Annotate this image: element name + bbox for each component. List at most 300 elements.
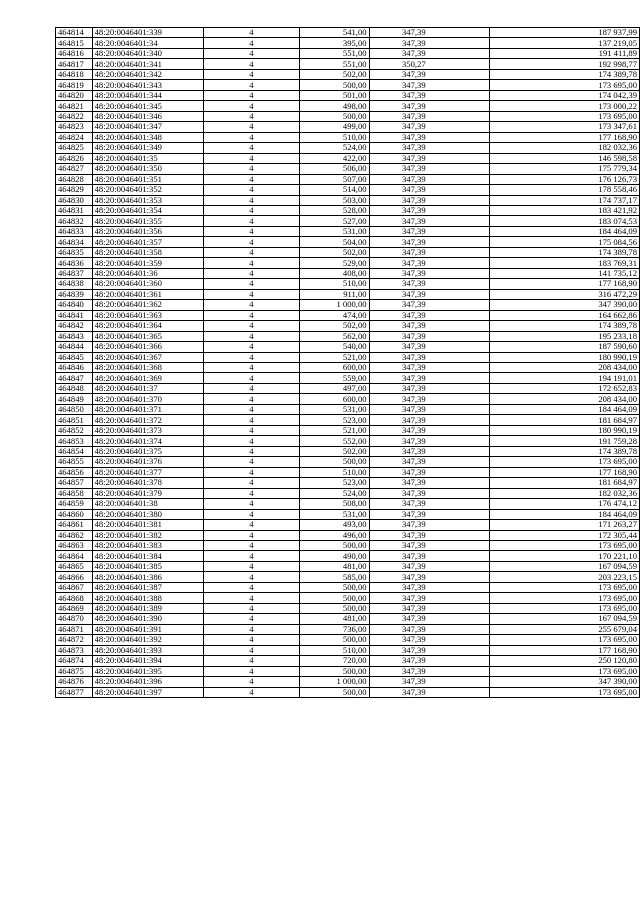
specific-value-cell: 347,39 xyxy=(369,226,489,236)
table-row xyxy=(56,331,640,341)
cadastral-number-cell: 48:20:0046401:357 xyxy=(92,237,204,247)
class-cell: 4 xyxy=(204,383,300,393)
area-cell: 911,00 xyxy=(299,289,369,299)
specific-value-cell: 347,39 xyxy=(369,561,489,571)
specific-value-cell: 347,39 xyxy=(369,69,489,79)
cadastral-value-cell: 184 464,09 xyxy=(489,509,639,519)
table-row xyxy=(56,383,640,393)
area-cell: 500,00 xyxy=(299,635,369,645)
cadastral-value-cell: 191 759,28 xyxy=(489,436,639,446)
table-row xyxy=(56,687,640,697)
row-number-cell: 464836 xyxy=(56,258,93,268)
table-row xyxy=(56,310,640,320)
cadastral-number-cell: 48:20:0046401:390 xyxy=(92,614,204,624)
row-number-cell: 464874 xyxy=(56,656,93,666)
specific-value-cell: 347,39 xyxy=(369,373,489,383)
class-cell: 4 xyxy=(204,394,300,404)
table-row xyxy=(56,635,640,645)
cadastral-value-cell: 178 558,46 xyxy=(489,185,639,195)
cadastral-value-cell: 174 389,78 xyxy=(489,321,639,331)
specific-value-cell: 347,39 xyxy=(369,635,489,645)
specific-value-cell: 347,39 xyxy=(369,216,489,226)
class-cell: 4 xyxy=(204,69,300,79)
cadastral-number-cell: 48:20:0046401:370 xyxy=(92,394,204,404)
cadastral-number-cell: 48:20:0046401:340 xyxy=(92,48,204,58)
row-number-cell: 464875 xyxy=(56,666,93,676)
class-cell: 4 xyxy=(204,174,300,184)
class-cell: 4 xyxy=(204,499,300,509)
area-cell: 503,00 xyxy=(299,195,369,205)
cadastral-number-cell: 48:20:0046401:389 xyxy=(92,603,204,613)
class-cell: 4 xyxy=(204,593,300,603)
cadastral-value-cell: 183 074,53 xyxy=(489,216,639,226)
row-number-cell: 464834 xyxy=(56,237,93,247)
cadastral-number-cell: 48:20:0046401:348 xyxy=(92,132,204,142)
cadastral-value-cell: 250 120,80 xyxy=(489,656,639,666)
cadastral-number-cell: 48:20:0046401:380 xyxy=(92,509,204,519)
table-row xyxy=(56,80,640,90)
area-cell: 521,00 xyxy=(299,352,369,362)
specific-value-cell: 347,39 xyxy=(369,195,489,205)
row-number-cell: 464860 xyxy=(56,509,93,519)
cadastral-number-cell: 48:20:0046401:343 xyxy=(92,80,204,90)
table-row xyxy=(56,572,640,582)
area-cell: 500,00 xyxy=(299,80,369,90)
specific-value-cell: 347,39 xyxy=(369,415,489,425)
specific-value-cell: 347,39 xyxy=(369,645,489,655)
cadastral-value-cell: 176 474,12 xyxy=(489,499,639,509)
area-cell: 585,00 xyxy=(299,572,369,582)
row-number-cell: 464818 xyxy=(56,69,93,79)
class-cell: 4 xyxy=(204,677,300,687)
row-number-cell: 464845 xyxy=(56,352,93,362)
area-cell: 481,00 xyxy=(299,561,369,571)
area-cell: 500,00 xyxy=(299,457,369,467)
class-cell: 4 xyxy=(204,132,300,142)
cadastral-value-cell: 208 434,00 xyxy=(489,394,639,404)
cadastral-number-cell: 48:20:0046401:347 xyxy=(92,122,204,132)
specific-value-cell: 347,39 xyxy=(369,205,489,215)
area-cell: 528,00 xyxy=(299,205,369,215)
cadastral-value-cell: 177 168,90 xyxy=(489,132,639,142)
cadastral-number-cell: 48:20:0046401:381 xyxy=(92,520,204,530)
row-number-cell: 464863 xyxy=(56,540,93,550)
cadastral-number-cell: 48:20:0046401:391 xyxy=(92,624,204,634)
area-cell: 524,00 xyxy=(299,488,369,498)
class-cell: 4 xyxy=(204,237,300,247)
table-row xyxy=(56,69,640,79)
class-cell: 4 xyxy=(204,205,300,215)
cadastral-number-cell: 48:20:0046401:368 xyxy=(92,363,204,373)
cadastral-number-cell: 48:20:0046401:36 xyxy=(92,268,204,278)
class-cell: 4 xyxy=(204,216,300,226)
specific-value-cell: 347,39 xyxy=(369,499,489,509)
specific-value-cell: 347,39 xyxy=(369,614,489,624)
table-row xyxy=(56,488,640,498)
class-cell: 4 xyxy=(204,185,300,195)
cadastral-value-cell: 173 000,22 xyxy=(489,101,639,111)
table-row xyxy=(56,582,640,592)
area-cell: 500,00 xyxy=(299,582,369,592)
area-cell: 474,00 xyxy=(299,310,369,320)
area-cell: 531,00 xyxy=(299,226,369,236)
table-row xyxy=(56,300,640,310)
class-cell: 4 xyxy=(204,687,300,697)
cadastral-number-cell: 48:20:0046401:355 xyxy=(92,216,204,226)
specific-value-cell: 347,39 xyxy=(369,666,489,676)
row-number-cell: 464865 xyxy=(56,561,93,571)
table-row xyxy=(56,268,640,278)
area-cell: 531,00 xyxy=(299,404,369,414)
specific-value-cell: 347,39 xyxy=(369,111,489,121)
row-number-cell: 464866 xyxy=(56,572,93,582)
row-number-cell: 464843 xyxy=(56,331,93,341)
specific-value-cell: 347,39 xyxy=(369,520,489,530)
cadastral-value-cell: 146 598,58 xyxy=(489,153,639,163)
row-number-cell: 464876 xyxy=(56,677,93,687)
class-cell: 4 xyxy=(204,666,300,676)
area-cell: 531,00 xyxy=(299,509,369,519)
specific-value-cell: 347,39 xyxy=(369,624,489,634)
cadastral-number-cell: 48:20:0046401:371 xyxy=(92,404,204,414)
table-row xyxy=(56,373,640,383)
cadastral-value-cell: 184 464,09 xyxy=(489,404,639,414)
cadastral-number-cell: 48:20:0046401:378 xyxy=(92,478,204,488)
class-cell: 4 xyxy=(204,258,300,268)
class-cell: 4 xyxy=(204,614,300,624)
area-cell: 600,00 xyxy=(299,363,369,373)
area-cell: 500,00 xyxy=(299,687,369,697)
row-number-cell: 464839 xyxy=(56,289,93,299)
cadastral-value-cell: 173 695,00 xyxy=(489,111,639,121)
cadastral-value-cell: 177 168,90 xyxy=(489,645,639,655)
cadastral-number-cell: 48:20:0046401:363 xyxy=(92,310,204,320)
row-number-cell: 464853 xyxy=(56,436,93,446)
cadastral-value-cell: 187 937,99 xyxy=(489,28,639,38)
class-cell: 4 xyxy=(204,373,300,383)
class-cell: 4 xyxy=(204,28,300,38)
cadastral-number-cell: 48:20:0046401:375 xyxy=(92,446,204,456)
specific-value-cell: 347,39 xyxy=(369,38,489,48)
area-cell: 551,00 xyxy=(299,48,369,58)
row-number-cell: 464841 xyxy=(56,310,93,320)
class-cell: 4 xyxy=(204,540,300,550)
table-row xyxy=(56,216,640,226)
cadastral-value-cell: 164 662,86 xyxy=(489,310,639,320)
row-number-cell: 464814 xyxy=(56,28,93,38)
area-cell: 736,00 xyxy=(299,624,369,634)
table-row xyxy=(56,205,640,215)
area-cell: 510,00 xyxy=(299,645,369,655)
table-row xyxy=(56,195,640,205)
class-cell: 4 xyxy=(204,195,300,205)
area-cell: 540,00 xyxy=(299,342,369,352)
table-row xyxy=(56,185,640,195)
cadastral-value-cell: 170 221,10 xyxy=(489,551,639,561)
row-number-cell: 464823 xyxy=(56,122,93,132)
table-row xyxy=(56,321,640,331)
area-cell: 499,00 xyxy=(299,122,369,132)
class-cell: 4 xyxy=(204,279,300,289)
table-row xyxy=(56,174,640,184)
row-number-cell: 464835 xyxy=(56,247,93,257)
area-cell: 552,00 xyxy=(299,436,369,446)
area-cell: 500,00 xyxy=(299,111,369,121)
table-row xyxy=(56,457,640,467)
table-row xyxy=(56,561,640,571)
table-row xyxy=(56,226,640,236)
class-cell: 4 xyxy=(204,624,300,634)
row-number-cell: 464825 xyxy=(56,143,93,153)
cadastral-number-cell: 48:20:0046401:387 xyxy=(92,582,204,592)
cadastral-value-cell: 174 389,78 xyxy=(489,446,639,456)
cadastral-number-cell: 48:20:0046401:362 xyxy=(92,300,204,310)
cadastral-value-cell: 174 042,39 xyxy=(489,90,639,100)
area-cell: 551,00 xyxy=(299,59,369,69)
specific-value-cell: 347,39 xyxy=(369,331,489,341)
row-number-cell: 464829 xyxy=(56,185,93,195)
cadastral-value-cell: 141 735,12 xyxy=(489,268,639,278)
class-cell: 4 xyxy=(204,342,300,352)
specific-value-cell: 347,39 xyxy=(369,237,489,247)
row-number-cell: 464832 xyxy=(56,216,93,226)
class-cell: 4 xyxy=(204,530,300,540)
row-number-cell: 464868 xyxy=(56,593,93,603)
area-cell: 524,00 xyxy=(299,143,369,153)
cadastral-value-cell: 208 434,00 xyxy=(489,363,639,373)
area-cell: 508,00 xyxy=(299,499,369,509)
cadastral-value-cell: 171 263,27 xyxy=(489,520,639,530)
table-row xyxy=(56,122,640,132)
cadastral-number-cell: 48:20:0046401:34 xyxy=(92,38,204,48)
specific-value-cell: 347,39 xyxy=(369,551,489,561)
row-number-cell: 464840 xyxy=(56,300,93,310)
cadastral-number-cell: 48:20:0046401:339 xyxy=(92,28,204,38)
cadastral-value-cell: 255 679,04 xyxy=(489,624,639,634)
class-cell: 4 xyxy=(204,656,300,666)
row-number-cell: 464819 xyxy=(56,80,93,90)
table-row xyxy=(56,425,640,435)
specific-value-cell: 347,39 xyxy=(369,509,489,519)
specific-value-cell: 347,39 xyxy=(369,383,489,393)
cadastral-number-cell: 48:20:0046401:345 xyxy=(92,101,204,111)
specific-value-cell: 347,39 xyxy=(369,122,489,132)
cadastral-number-cell: 48:20:0046401:358 xyxy=(92,247,204,257)
table-row xyxy=(56,404,640,414)
cadastral-number-cell: 48:20:0046401:367 xyxy=(92,352,204,362)
table-row xyxy=(56,363,640,373)
specific-value-cell: 347,39 xyxy=(369,404,489,414)
specific-value-cell: 347,39 xyxy=(369,457,489,467)
cadastral-number-cell: 48:20:0046401:352 xyxy=(92,185,204,195)
class-cell: 4 xyxy=(204,457,300,467)
table-row xyxy=(56,540,640,550)
class-cell: 4 xyxy=(204,153,300,163)
class-cell: 4 xyxy=(204,436,300,446)
cadastral-value-cell: 174 737,17 xyxy=(489,195,639,205)
specific-value-cell: 347,39 xyxy=(369,540,489,550)
cadastral-number-cell: 48:20:0046401:386 xyxy=(92,572,204,582)
area-cell: 502,00 xyxy=(299,247,369,257)
area-cell: 510,00 xyxy=(299,132,369,142)
row-number-cell: 464850 xyxy=(56,404,93,414)
area-cell: 600,00 xyxy=(299,394,369,404)
cadastral-number-cell: 48:20:0046401:341 xyxy=(92,59,204,69)
cadastral-number-cell: 48:20:0046401:376 xyxy=(92,457,204,467)
row-number-cell: 464858 xyxy=(56,488,93,498)
specific-value-cell: 347,39 xyxy=(369,300,489,310)
cadastral-value-cell: 316 472,29 xyxy=(489,289,639,299)
cadastral-value-cell: 173 695,00 xyxy=(489,80,639,90)
cadastral-number-cell: 48:20:0046401:351 xyxy=(92,174,204,184)
cadastral-value-cell: 167 094,59 xyxy=(489,561,639,571)
table-row xyxy=(56,478,640,488)
cadastral-value-cell: 182 032,36 xyxy=(489,143,639,153)
table-row xyxy=(56,101,640,111)
area-cell: 541,00 xyxy=(299,28,369,38)
area-cell: 490,00 xyxy=(299,551,369,561)
specific-value-cell: 347,39 xyxy=(369,687,489,697)
class-cell: 4 xyxy=(204,310,300,320)
cadastral-value-cell: 203 223,15 xyxy=(489,572,639,582)
cadastral-number-cell: 48:20:0046401:384 xyxy=(92,551,204,561)
cadastral-value-cell: 174 389,78 xyxy=(489,247,639,257)
area-cell: 523,00 xyxy=(299,415,369,425)
area-cell: 408,00 xyxy=(299,268,369,278)
specific-value-cell: 347,39 xyxy=(369,582,489,592)
area-cell: 504,00 xyxy=(299,237,369,247)
class-cell: 4 xyxy=(204,226,300,236)
specific-value-cell: 347,39 xyxy=(369,394,489,404)
specific-value-cell: 347,39 xyxy=(369,603,489,613)
class-cell: 4 xyxy=(204,300,300,310)
cadastral-value-cell: 177 168,90 xyxy=(489,279,639,289)
class-cell: 4 xyxy=(204,645,300,655)
class-cell: 4 xyxy=(204,425,300,435)
cadastral-number-cell: 48:20:0046401:38 xyxy=(92,499,204,509)
specific-value-cell: 347,39 xyxy=(369,164,489,174)
cadastral-number-cell: 48:20:0046401:377 xyxy=(92,467,204,477)
area-cell: 395,00 xyxy=(299,38,369,48)
area-cell: 507,00 xyxy=(299,174,369,184)
row-number-cell: 464852 xyxy=(56,425,93,435)
row-number-cell: 464848 xyxy=(56,383,93,393)
specific-value-cell: 347,39 xyxy=(369,478,489,488)
cadastral-number-cell: 48:20:0046401:383 xyxy=(92,540,204,550)
table-body xyxy=(56,28,640,698)
row-number-cell: 464864 xyxy=(56,551,93,561)
table-row xyxy=(56,143,640,153)
cadastral-number-cell: 48:20:0046401:397 xyxy=(92,687,204,697)
area-cell: 496,00 xyxy=(299,530,369,540)
row-number-cell: 464831 xyxy=(56,205,93,215)
cadastral-number-cell: 48:20:0046401:369 xyxy=(92,373,204,383)
class-cell: 4 xyxy=(204,635,300,645)
row-number-cell: 464838 xyxy=(56,279,93,289)
area-cell: 481,00 xyxy=(299,614,369,624)
area-cell: 506,00 xyxy=(299,164,369,174)
cadastral-number-cell: 48:20:0046401:356 xyxy=(92,226,204,236)
class-cell: 4 xyxy=(204,38,300,48)
area-cell: 514,00 xyxy=(299,185,369,195)
table-row xyxy=(56,90,640,100)
cadastral-value-cell: 173 695,00 xyxy=(489,666,639,676)
row-number-cell: 464877 xyxy=(56,687,93,697)
class-cell: 4 xyxy=(204,467,300,477)
specific-value-cell: 347,39 xyxy=(369,436,489,446)
specific-value-cell: 347,39 xyxy=(369,101,489,111)
row-number-cell: 464817 xyxy=(56,59,93,69)
class-cell: 4 xyxy=(204,509,300,519)
cadastral-number-cell: 48:20:0046401:37 xyxy=(92,383,204,393)
cadastral-value-cell: 181 684,97 xyxy=(489,478,639,488)
cadastral-number-cell: 48:20:0046401:385 xyxy=(92,561,204,571)
cadastral-number-cell: 48:20:0046401:388 xyxy=(92,593,204,603)
class-cell: 4 xyxy=(204,80,300,90)
area-cell: 422,00 xyxy=(299,153,369,163)
area-cell: 500,00 xyxy=(299,540,369,550)
table-row xyxy=(56,436,640,446)
row-number-cell: 464849 xyxy=(56,394,93,404)
cadastral-number-cell: 48:20:0046401:350 xyxy=(92,164,204,174)
cadastral-number-cell: 48:20:0046401:379 xyxy=(92,488,204,498)
specific-value-cell: 347,39 xyxy=(369,572,489,582)
row-number-cell: 464862 xyxy=(56,530,93,540)
row-number-cell: 464872 xyxy=(56,635,93,645)
row-number-cell: 464842 xyxy=(56,321,93,331)
row-number-cell: 464830 xyxy=(56,195,93,205)
cadastral-value-cell: 172 652,83 xyxy=(489,383,639,393)
row-number-cell: 464859 xyxy=(56,499,93,509)
area-cell: 493,00 xyxy=(299,520,369,530)
class-cell: 4 xyxy=(204,582,300,592)
row-number-cell: 464837 xyxy=(56,268,93,278)
cadastral-value-cell: 173 695,00 xyxy=(489,593,639,603)
class-cell: 4 xyxy=(204,446,300,456)
cadastral-number-cell: 48:20:0046401:374 xyxy=(92,436,204,446)
row-number-cell: 464861 xyxy=(56,520,93,530)
row-number-cell: 464826 xyxy=(56,153,93,163)
table-row xyxy=(56,132,640,142)
table-row xyxy=(56,153,640,163)
area-cell: 502,00 xyxy=(299,321,369,331)
class-cell: 4 xyxy=(204,268,300,278)
cadastral-value-cell: 180 990,19 xyxy=(489,352,639,362)
specific-value-cell: 347,39 xyxy=(369,467,489,477)
table-row xyxy=(56,551,640,561)
row-number-cell: 464844 xyxy=(56,342,93,352)
cadastral-value-cell: 173 695,00 xyxy=(489,582,639,592)
class-cell: 4 xyxy=(204,551,300,561)
area-cell: 502,00 xyxy=(299,69,369,79)
class-cell: 4 xyxy=(204,289,300,299)
cadastral-number-cell: 48:20:0046401:346 xyxy=(92,111,204,121)
specific-value-cell: 347,39 xyxy=(369,488,489,498)
area-cell: 497,00 xyxy=(299,383,369,393)
table-row xyxy=(56,48,640,58)
table-row xyxy=(56,164,640,174)
table-row xyxy=(56,520,640,530)
class-cell: 4 xyxy=(204,247,300,257)
table-row xyxy=(56,237,640,247)
cadastral-value-cell: 173 695,00 xyxy=(489,603,639,613)
area-cell: 500,00 xyxy=(299,666,369,676)
area-cell: 521,00 xyxy=(299,425,369,435)
table-row xyxy=(56,645,640,655)
row-number-cell: 464856 xyxy=(56,467,93,477)
table-row xyxy=(56,656,640,666)
specific-value-cell: 347,39 xyxy=(369,656,489,666)
